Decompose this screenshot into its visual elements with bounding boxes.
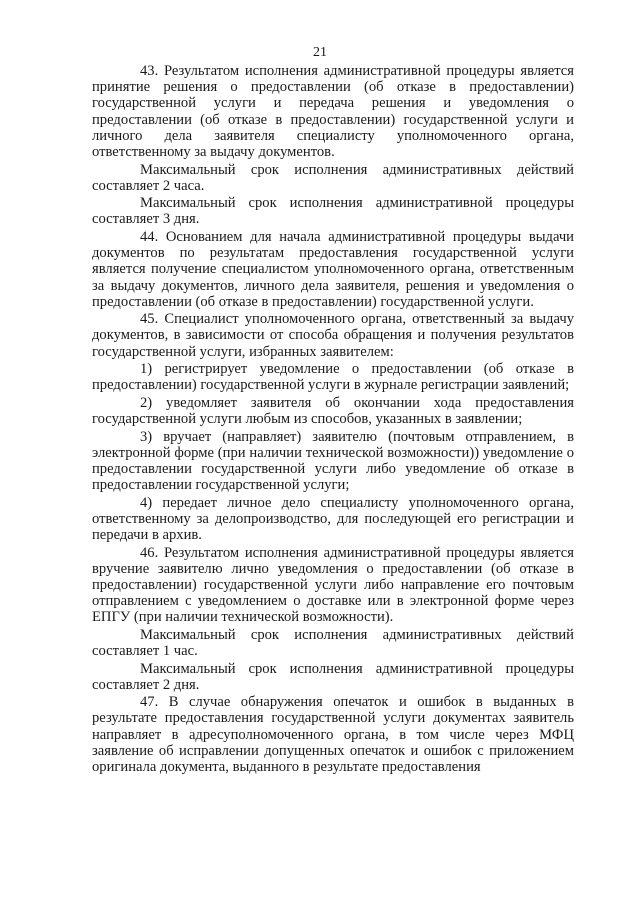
paragraph-44: 44. Основанием для начала административной процедуры выдачи документов по результатам предоставления государственной услуги является получение специалистом уполномоченного органа, ответственным за выдачу документов, личного дела заявителя, решения и уведомления о предоставлении (об отказе в предоставлении) государственной услуги. xyxy=(92,228,574,310)
paragraph-43: 43. Результатом исполнения административной процедуры является принятие решения о предоставлении (об отказе в предоставлении) государственной услуги и передача решения и уведомления о предоставлении (об отказе в предоставлении) государственной услуги и личного дела заявителя специалисту уполномоченного органа, ответственному за выдачу документов. xyxy=(92,63,574,161)
page-number: 21 xyxy=(313,45,327,60)
paragraph-46: 46. Результатом исполнения административной процедуры является вручение заявителю лично уведомления о предоставлении (об отказе в предоставлении) государственной услуги либо направление его почтовым отправлением с уведомлением о доставке или в электронной форме через ЕПГУ (при наличии технической возможности). xyxy=(92,544,574,626)
paragraph-45-item-4: 4) передает личное дело специалисту уполномоченного органа, ответственному за делопроизводство, для последующей его регистрации и передачи в архив. xyxy=(92,494,574,544)
paragraph-46-procedure-deadline: Максимальный срок исполнения административной процедуры составляет 2 дня. xyxy=(92,660,574,693)
paragraph-45-item-2: 2) уведомляет заявителя об окончании хода предоставления государственной услуги любым из способов, указанных в заявлении; xyxy=(92,394,574,428)
paragraph-47: 47. В случае обнаружения опечаток и ошибок в выданных в результате предоставления государственной услуги документах заявитель направляет в адресуполномоченного органа, в том числе через МФЦ заявление об исправлении допущенных опечаток и ошибок с приложением оригинала документа, выданного в результате предоставления xyxy=(92,694,574,776)
paragraph-45-item-3: 3) вручает (направляет) заявителю (почтовым отправлением, в электронной форме (при наличии технической возможности)) уведомление о предоставлении государственной услуги либо уведомление об отказе в предоставлении государственной услуги; xyxy=(92,428,574,494)
paragraph-46-actions-deadline: Максимальный срок исполнения административных действий составляет 1 час. xyxy=(92,626,574,660)
paragraph-43-actions-deadline: Максимальный срок исполнения административных действий составляет 2 часа. xyxy=(92,161,574,194)
paragraph-43-procedure-deadline: Максимальный срок исполнения административной процедуры составляет 3 дня. xyxy=(92,195,574,228)
paragraph-45: 45. Специалист уполномоченного органа, ответственный за выдачу документов, в зависимости от способа обращения и получения результатов государственной услуги, избранных заявителем: xyxy=(92,311,574,360)
document-body xyxy=(92,63,574,777)
paragraph-45-item-1: 1) регистрирует уведомление о предоставлении (об отказе в предоставлении) государственной услуги в журнале регистрации заявлений; xyxy=(92,361,574,394)
